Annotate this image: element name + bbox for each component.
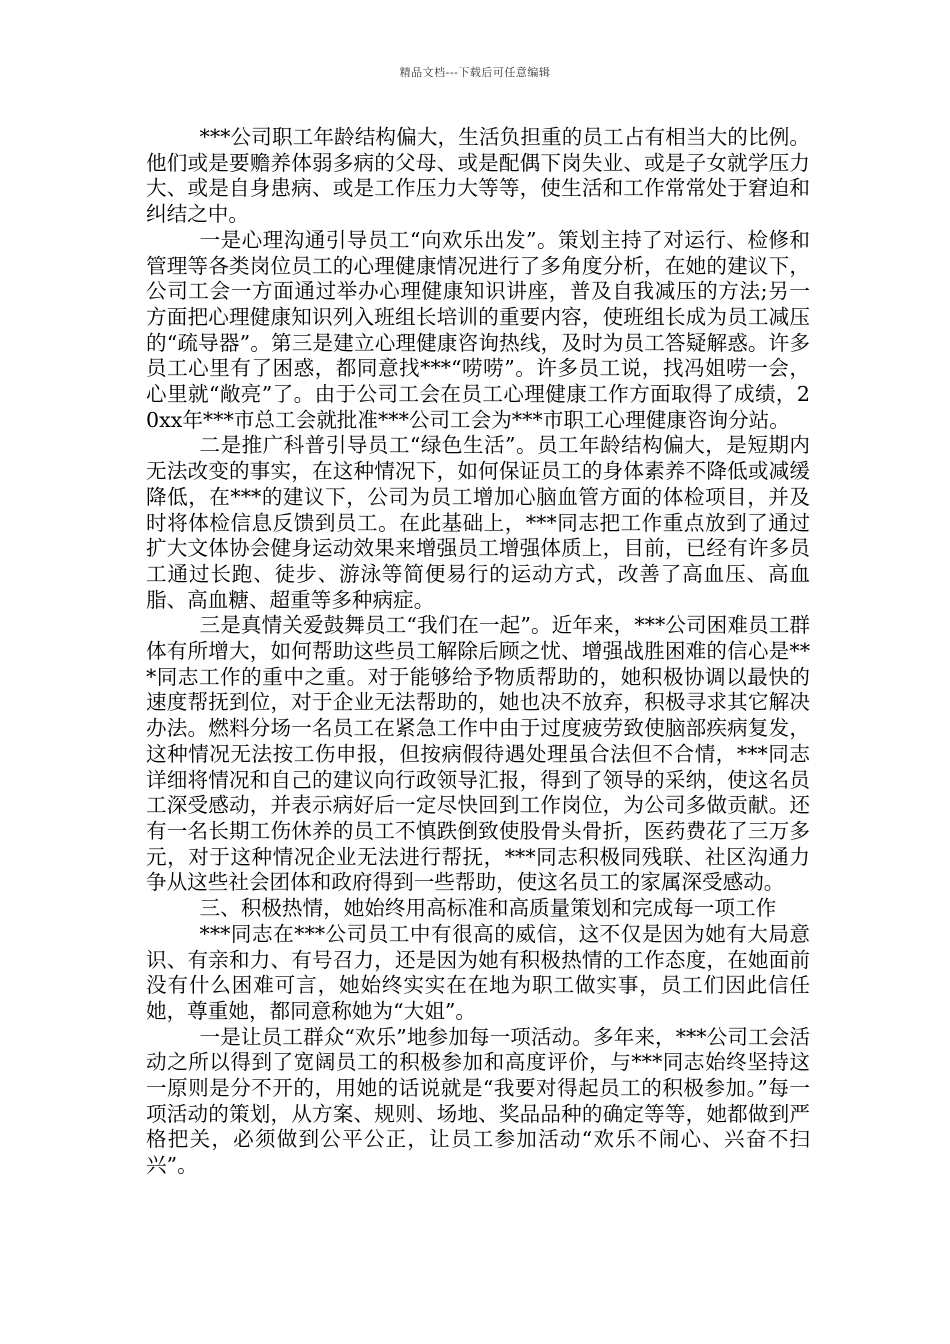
document-body — [146, 125, 810, 1179]
paragraph-psychology: 一是心理沟通引导员工“向欢乐出发”。策划主持了对运行、检修和管理等各类岗位员工的心理健康情况进行了多角度分析，在她的建议下，公司工会一方面通过举办心理健康知识讲座，普及自我减压的方法;另一方面把心理健康知识列入班组长培训的重要内容，使班组长成为员工减压的“疏导器”。第三是建立心理健康咨询热线，及时为员工答疑解惑。许多员工心里有了困惑，都同意找***“唠唠”。许多员工说，找冯姐唠一会，心里就“敞亮”了。由于公司工会在员工心理健康工作方面取得了成绩，20xx年***市总工会就批准***公司工会为***市职工心理健康咨询分站。 — [146, 227, 810, 432]
paragraph-happy-activities: 一是让员工群众“欢乐”地参加每一项活动。多年来，***公司工会活动之所以得到了宽阔员工的积极参加和高度评价，与***同志始终坚持这一原则是分不开的，用她的话说就是“我要对得起员工的积极参加。”每一项活动的策划，从方案、规则、场地、奖品品种的确定等等，她都做到严格把关，必须做到公平公正，让员工参加活动“欢乐不闹心、兴奋不扫兴”。 — [146, 1024, 810, 1178]
page-header: 精品文档---下载后可任意编辑 — [399, 66, 551, 79]
paragraph-prestige: ***同志在***公司员工中有很高的威信，这不仅是因为她有大局意识、有亲和力、有号召力，还是因为她有积极热情的工作态度，在她面前没有什么困难可言，她始终实实在在地为职工做实事，员工们因此信任她，尊重她，都同意称她为“大姐”。 — [146, 921, 810, 1023]
paragraph-together: 三是真情关爱鼓舞员工“我们在一起”。近年来，***公司困难员工群体有所增大，如何帮助这些员工解除后顾之忧、增强战胜困难的信心是***同志工作的重中之重。对于能够给予物质帮助的，她积极协调以最快的速度帮抚到位，对于企业无法帮助的，她也决不放弃，积极寻求其它解决办法。燃料分场一名员工在紧急工作中由于过度疲劳致使脑部疾病复发，这种情况无法按工伤申报，但按病假待遇处理虽合法但不合情，***同志详细将情况和自己的建议向行政领导汇报，得到了领导的采纳，使这名员工深受感动，并表示病好后一定尽快回到工作岗位，为公司多做贡献。还有一名长期工伤休养的员工不慎跌倒致使股骨头骨折，医药费花了三万多元，对于这种情况企业无法进行帮抚，***同志积极同残联、社区沟通力争从这些社会团体和政府得到一些帮助，使这名员工的家属深受感动。 — [146, 613, 810, 895]
section-heading-three: 三、积极热情，她始终用高标准和高质量策划和完成每一项工作 — [199, 896, 777, 921]
paragraph-green-life: 二是推广科普引导员工“绿色生活”。员工年龄结构偏大，是短期内无法改变的事实，在这种情况下，如何保证员工的身体素养不降低或减缓降低，在***的建议下，公司为员工增加心脑血管方面的体检项目，并及时将体检信息反馈到员工。在此基础上，***同志把工作重点放到了通过扩大文体协会健身运动效果来增强员工增强体质上，目前，已经有许多员工通过长跑、徒步、游泳等简便易行的运动方式，改善了高血压、高血脂、高血糖、超重等多种病症。 — [146, 433, 810, 612]
paragraph-burden: ***公司职工年龄结构偏大，生活负担重的员工占有相当大的比例。他们或是要赡养体弱多病的父母、或是配偶下岗失业、或是子女就学压力大、或是自身患病、或是工作压力大等等，使生活和工作常常处于窘迫和纠结之中。 — [146, 125, 810, 227]
